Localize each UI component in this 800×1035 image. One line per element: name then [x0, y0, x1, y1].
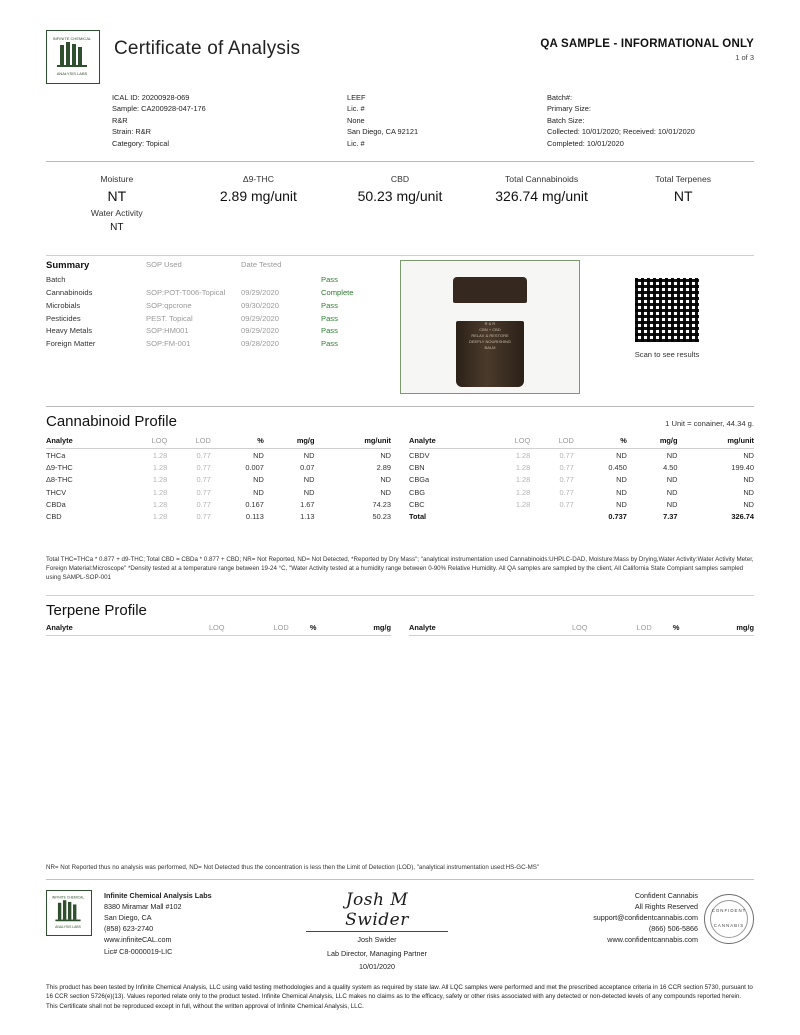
jar-label-line: CBN + CBD	[479, 327, 501, 333]
meta-line: R&R	[112, 115, 128, 125]
cc-website[interactable]: www.confidentcannabis.com	[607, 935, 698, 945]
potency-cell-total-cannabinoids	[471, 174, 613, 233]
cell-mgunit: ND	[743, 487, 754, 497]
table-row	[46, 510, 391, 522]
summary-test-name: Heavy Metals	[46, 326, 93, 336]
summary-date: 09/29/2020	[241, 326, 280, 336]
cell-lod: 0.77	[559, 450, 574, 460]
cannabinoid-table-right	[409, 434, 754, 522]
product-photo	[400, 260, 580, 394]
confident-cannabis-block	[448, 890, 754, 973]
cell-lod: 0.77	[196, 511, 211, 521]
col-lod: LOD	[225, 621, 289, 636]
lab-name: Infinite Chemical Analysis Labs	[104, 890, 212, 900]
divider	[46, 595, 754, 596]
meta-line: Sample: CA200928-047-176	[112, 104, 206, 114]
table-header-row	[409, 621, 754, 636]
potency-cell-moisture	[46, 174, 188, 233]
summary-sop: SOP:FM-001	[146, 339, 191, 349]
col-percent: %	[211, 434, 264, 449]
potency-value: 326.74 mg/unit	[495, 188, 588, 205]
summary-test-name: Pesticides	[46, 313, 81, 323]
potency-value: NT	[107, 188, 127, 205]
summary-test-name: Batch	[46, 275, 66, 285]
meta-line: Strain: R&R	[112, 127, 152, 137]
table-header-row	[46, 434, 391, 449]
seal-text-bottom: CANNABIS	[713, 922, 745, 928]
confident-cannabis-seal-icon	[704, 894, 754, 944]
cell-mgg: 7.37	[663, 511, 678, 521]
unit-note: 1 Unit = conainer, 44.34 g.	[665, 419, 754, 429]
terpene-table-left	[46, 621, 391, 636]
cell-analyte: CBD	[46, 511, 62, 521]
lab-phone: (858) 623-2740	[104, 924, 154, 934]
signer-name: Josh Swider	[357, 934, 397, 944]
cell-percent: ND	[253, 475, 264, 485]
summary-sop: SOP:POT-T006-Topical	[146, 288, 226, 298]
cell-lod: 0.77	[196, 450, 211, 460]
potency-cell-cbd	[329, 174, 471, 233]
col-mgg: mg/g	[316, 621, 391, 636]
summary-date: 09/29/2020	[241, 313, 280, 323]
col-percent: %	[652, 621, 680, 636]
terpene-tables	[46, 621, 754, 636]
meta-line: Lic. #	[347, 104, 365, 114]
qa-banner-block	[540, 38, 754, 62]
meta-col-batch	[547, 92, 754, 149]
cell-mgunit: 199.40	[731, 463, 754, 473]
signature-row	[46, 879, 754, 973]
cell-mgunit: 326.74	[731, 511, 754, 521]
table-row	[409, 449, 754, 462]
cell-mgg: ND	[303, 475, 315, 485]
potency-summary	[46, 162, 754, 243]
summary-table	[46, 260, 386, 394]
signer-role: Lab Director, Managing Partner	[327, 948, 427, 958]
meta-line: ICAL ID: 20200928-069	[112, 93, 190, 102]
table-row	[409, 498, 754, 510]
meta-line: None	[347, 115, 365, 125]
cc-rights: All Rights Reserved	[634, 901, 698, 911]
cell-analyte: CBN	[409, 463, 425, 473]
terpene-table-right	[409, 621, 754, 636]
cell-loq: 1.28	[152, 499, 168, 509]
cell-mgg: 1.13	[300, 511, 315, 521]
meta-line: Category: Topical	[112, 138, 169, 148]
potency-label: Moisture	[100, 174, 134, 185]
col-loq: LOQ	[486, 434, 531, 449]
cell-loq	[486, 510, 531, 522]
cell-lod: 0.77	[559, 475, 574, 485]
summary-section	[46, 260, 754, 394]
cell-loq: 1.28	[152, 463, 168, 473]
signature-image: Josh M Swider	[306, 890, 448, 932]
col-percent: %	[289, 621, 317, 636]
summary-sop-header: SOP Used	[146, 260, 182, 270]
jar-body	[456, 321, 524, 387]
col-percent: %	[574, 434, 627, 449]
cell-loq: 1.28	[152, 487, 168, 497]
lab-address1: 8380 Miramar Mall #102	[104, 901, 182, 911]
qr-section	[580, 260, 754, 394]
svg-text:ANALYSIS LABS: ANALYSIS LABS	[56, 71, 88, 76]
summary-test-name: Microbials	[46, 300, 81, 310]
cell-mgunit: ND	[380, 487, 391, 497]
footer-note: NR= Not Reported thus no analysis was performed, ND= Not Detected thus the concentration is less then the Limit of Detection (LOD), "analytical instrumentation used:HS-GC-MS"	[46, 863, 540, 871]
signature-block	[306, 890, 448, 973]
cell-analyte: CBGa	[409, 475, 430, 485]
cell-mgunit: ND	[743, 499, 754, 509]
summary-sop: PEST. Topical	[146, 313, 193, 323]
summary-test-name: Cannabinoids	[46, 288, 93, 298]
lab-address2: San Diego, CA	[104, 913, 152, 923]
col-loq: LOQ	[159, 621, 225, 636]
cell-loq: 1.28	[152, 450, 168, 460]
cell-mgunit: ND	[743, 475, 754, 485]
cell-mgunit: 50.23	[372, 511, 391, 521]
summary-header-row	[46, 260, 386, 274]
cannabinoid-footnote: Total THC=THCa * 0.877 + d9-THC; Total CBD = CBDa * 0.877 + CBD; NR= Not Reported, ND= Not Detected, *Reported by Dry Mass"; "analytical instrumentation used Cannabinoids:UHPLC-DAD, Moisture:Mass by Drying,Water Activity:Water Activity Meter, Foreign Material:Microscope" *Density tested at a temperature range between 19-24 °C, "Water Activity tested at a humidity range between 0-90% Relative Humidity. All QA samples are sampled by the client, All California State Compiant samples sampled using SAMPL-SOP-001	[46, 556, 754, 582]
signature-date: 10/01/2020	[359, 962, 395, 972]
meta-line: Batch Size:	[547, 115, 585, 125]
jar-label-line: DEEPLY NOURISHING BALM	[468, 339, 512, 351]
table-header-row	[409, 434, 754, 449]
meta-line: Batch#:	[547, 93, 573, 102]
cell-loq: 1.28	[515, 463, 531, 473]
document-header	[46, 28, 754, 90]
status-badge: Complete	[321, 288, 354, 298]
cell-mgg: 1.67	[300, 499, 315, 509]
seal-inner-ring	[710, 900, 748, 938]
cell-analyte: Δ8-THC	[46, 475, 73, 485]
cannabinoid-section	[46, 407, 754, 583]
cell-percent: 0.450	[608, 463, 627, 473]
svg-text:INFINITE CHEMICAL: INFINITE CHEMICAL	[51, 895, 85, 900]
col-mgg: mg/g	[627, 434, 678, 449]
potency-label: Total Cannabinoids	[505, 174, 579, 185]
cell-analyte: CBDV	[409, 450, 430, 460]
summary-sop	[146, 274, 241, 287]
summary-test-name: Foreign Matter	[46, 339, 96, 349]
col-loq: LOQ	[123, 434, 168, 449]
page-title: Certificate of Analysis	[114, 38, 301, 59]
cell-mgg: ND	[666, 499, 678, 509]
col-analyte: Analyte	[46, 434, 123, 449]
cell-mgunit: ND	[380, 450, 391, 460]
cell-mgg: ND	[303, 450, 315, 460]
table-row	[46, 300, 386, 313]
page-indicator: 1 of 3	[735, 53, 754, 62]
table-row	[409, 474, 754, 486]
water-activity-label: Water Activity	[90, 208, 143, 219]
jar-label	[468, 321, 512, 351]
meta-line: San Diego, CA 92121	[347, 127, 419, 137]
cell-analyte: CBG	[409, 487, 426, 497]
potency-label: Total Terpenes	[655, 174, 712, 185]
table-row	[46, 313, 386, 326]
status-badge: Pass	[321, 300, 338, 310]
document-footer	[46, 864, 754, 1011]
product-jar	[453, 277, 527, 369]
status-badge: Pass	[321, 313, 338, 323]
cell-lod: 0.77	[196, 463, 211, 473]
cc-name: Confident Cannabis	[634, 890, 698, 900]
col-analyte: Analyte	[46, 621, 159, 636]
cell-percent: ND	[616, 475, 627, 485]
meta-col-sample	[112, 92, 347, 149]
table-row	[46, 338, 386, 351]
table-row	[409, 462, 754, 474]
potency-value: NT	[673, 188, 693, 205]
legal-disclaimer: This product has been tested by Infinite Chemical Analysis, LLC using valid testing methodologies and a quality system as required by state law. All LQC samples were performed and met the prescribed acceptance criteria in 16 CCR section 5730, pursuant to 16 CCR section 5726(e)(13). Values reported relate only to the product tested. Infinite Chemical Analysis, LLC makes no claims as to the efficacy, safety or other risks associated with any detected or non-detected levels of any compounds reported herein. This Certificate shall not be reproduced except in full, without the written approval of Infinite Chemical Analysis, LLC.	[46, 984, 753, 1010]
cell-loq: 1.28	[152, 511, 168, 521]
potency-label: Δ9-THC	[242, 174, 274, 185]
cell-lod: 0.77	[196, 499, 211, 509]
potency-label: CBD	[390, 174, 410, 185]
col-lod: LOD	[588, 621, 652, 636]
qr-code[interactable]	[635, 278, 699, 342]
status-badge: Pass	[321, 339, 338, 349]
summary-sop: SOP:HM001	[146, 326, 189, 336]
cell-loq: 1.28	[515, 450, 531, 460]
status-badge: Pass	[321, 326, 338, 336]
cell-mgg: 0.07	[300, 463, 315, 473]
potency-cell-total-terpenes	[612, 174, 754, 233]
jar-label-line: RELAX & RESTORE	[471, 333, 509, 339]
cell-loq: 1.28	[515, 475, 531, 485]
table-row	[46, 287, 386, 300]
col-mgg: mg/g	[679, 621, 754, 636]
cell-lod: 0.77	[559, 499, 574, 509]
seal-text-top: CONFIDENT	[711, 907, 747, 913]
potency-value: 2.89 mg/unit	[219, 188, 297, 205]
cell-lod: 0.77	[196, 475, 211, 485]
cannabinoid-table-left	[46, 434, 391, 522]
jar-label-line: R & R	[484, 321, 496, 327]
cell-lod	[530, 510, 574, 522]
sample-meta	[46, 92, 754, 149]
cell-loq: 1.28	[152, 475, 168, 485]
meta-line: LEEF	[347, 93, 366, 102]
cell-percent: 0.113	[245, 511, 264, 521]
col-analyte: Analyte	[409, 621, 522, 636]
cell-percent: ND	[616, 499, 627, 509]
col-mgg: mg/g	[264, 434, 315, 449]
col-mgunit: mg/unit	[677, 434, 754, 449]
svg-text:ANALYSIS LABS: ANALYSIS LABS	[55, 924, 81, 929]
meta-col-client	[347, 92, 547, 149]
summary-date: 09/29/2020	[241, 288, 280, 298]
lab-contact-block	[46, 890, 306, 973]
col-lod: LOD	[530, 434, 574, 449]
cell-mgunit: 2.89	[376, 463, 391, 473]
section-title-terpene: Terpene Profile	[46, 602, 147, 620]
potency-value: 50.23 mg/unit	[357, 188, 443, 205]
cannabinoid-tables	[46, 434, 754, 522]
col-mgunit: mg/unit	[314, 434, 391, 449]
cell-percent: ND	[253, 450, 264, 460]
cell-mgg: 4.50	[663, 463, 678, 473]
lab-logo	[46, 30, 100, 84]
col-analyte: Analyte	[409, 434, 486, 449]
summary-date-header: Date Tested	[241, 260, 282, 270]
cell-mgg: ND	[303, 487, 315, 497]
cell-analyte: THCV	[46, 487, 67, 497]
cell-analyte: CBC	[409, 499, 425, 509]
table-row	[46, 474, 391, 486]
cell-lod: 0.77	[559, 463, 574, 473]
lab-info	[104, 890, 212, 973]
meta-line: Lic. #	[347, 138, 365, 148]
svg-text:INFINITE CHEMICAL: INFINITE CHEMICAL	[52, 36, 92, 41]
cell-analyte: CBDa	[46, 499, 66, 509]
cell-analyte: Total	[409, 511, 427, 521]
cc-email[interactable]: support@confidentcannabis.com	[593, 913, 698, 923]
table-row	[46, 449, 391, 462]
cell-mgg: ND	[666, 450, 678, 460]
table-row	[46, 274, 386, 287]
cell-mgunit: 74.23	[372, 499, 391, 509]
lab-website[interactable]: www.infiniteCAL.com	[104, 935, 172, 945]
summary-sop: SOP:qpcrone	[146, 300, 192, 310]
col-lod: LOD	[167, 434, 211, 449]
cell-percent: ND	[616, 450, 627, 460]
lab-logo-footer	[46, 890, 92, 936]
status-badge: Pass	[321, 275, 338, 285]
jar-lid	[453, 277, 527, 303]
summary-date: 09/30/2020	[241, 300, 280, 310]
terpene-section	[46, 602, 754, 636]
cell-lod: 0.77	[559, 487, 574, 497]
cell-analyte: THCa	[46, 450, 66, 460]
potency-cell-thc	[188, 174, 330, 233]
cell-loq: 1.28	[515, 487, 531, 497]
cell-mgg: ND	[666, 487, 678, 497]
cell-percent: 0.007	[245, 463, 264, 473]
cell-percent: ND	[253, 487, 264, 497]
table-row	[46, 486, 391, 498]
qa-banner: QA SAMPLE - INFORMATIONAL ONLY	[540, 38, 754, 50]
table-row	[409, 486, 754, 498]
cell-percent: 0.737	[608, 511, 627, 521]
cc-phone: (866) 506-5866	[648, 924, 698, 934]
table-row-total	[409, 510, 754, 522]
summary-date	[241, 274, 321, 287]
divider	[46, 255, 754, 256]
summary-title: Summary	[46, 260, 90, 272]
meta-line: Completed: 10/01/2020	[547, 138, 624, 148]
summary-date: 09/28/2020	[241, 339, 280, 349]
table-row	[46, 462, 391, 474]
cell-analyte: Δ9-THC	[46, 463, 73, 473]
cell-percent: 0.167	[245, 499, 264, 509]
water-activity-value: NT	[110, 222, 124, 234]
qr-caption: Scan to see results	[634, 350, 700, 360]
table-row	[46, 325, 386, 338]
cell-mgunit: ND	[380, 475, 391, 485]
table-header-row	[46, 621, 391, 636]
cell-loq: 1.28	[515, 499, 531, 509]
lab-license: Lic# C8-0000019-LIC	[104, 946, 173, 956]
cell-lod: 0.77	[196, 487, 211, 497]
cell-mgunit: ND	[743, 450, 754, 460]
col-loq: LOQ	[522, 621, 588, 636]
cell-mgg: ND	[666, 475, 678, 485]
meta-line: Primary Size:	[547, 104, 591, 114]
cell-percent: ND	[616, 487, 627, 497]
meta-line: Collected: 10/01/2020; Received: 10/01/2020	[547, 127, 695, 137]
section-title-cannabinoid: Cannabinoid Profile	[46, 413, 177, 431]
table-row	[46, 498, 391, 510]
